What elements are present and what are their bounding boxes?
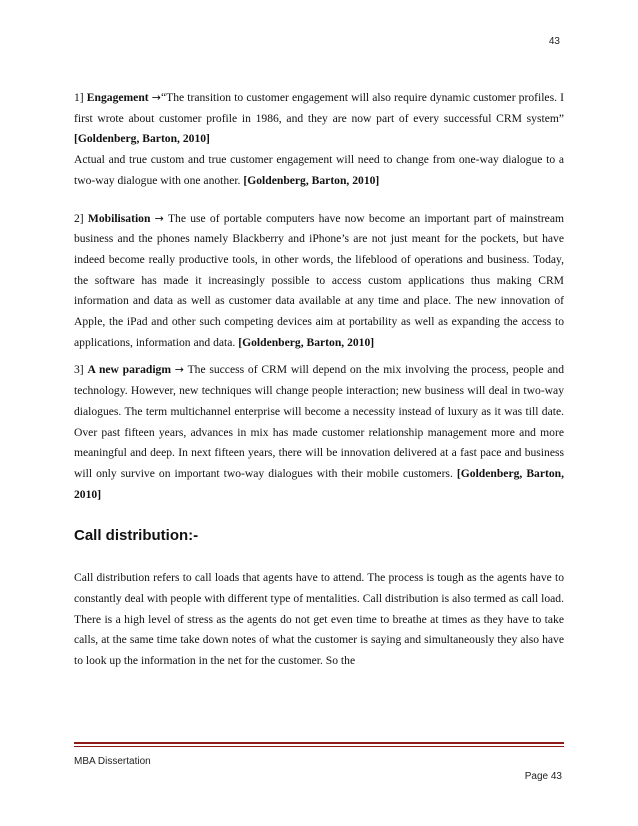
paragraph-text: Call distribution refers to call loads that agents have to attend. The process is tough as the agents have to constantly deal with people with different type of mentalities. Call distribution is also termed as call load. There is a high level of stress as the agents do not get even time to breathe at times as they have to take calls, at the same time take down notes of what the customer is saying and simultaneously they also have to look up the information in the net for the customer. So the <box>74 571 564 668</box>
term-new-paradigm: A new paradigm <box>87 363 171 377</box>
citation: [Goldenberg, Barton, 2010] <box>238 335 375 349</box>
term-mobilisation: Mobilisation <box>87 211 151 225</box>
citation: [Goldenberg, Barton, 2010] <box>74 466 565 501</box>
body-text <box>74 88 564 672</box>
citation: [Goldenberg, Barton, 2010] <box>74 132 210 146</box>
citation: [Goldenberg, Barton, 2010] <box>243 173 380 187</box>
term-engagement: Engagement <box>86 91 149 104</box>
item-number: 1] <box>74 91 84 104</box>
paragraph-new-paradigm <box>74 360 564 505</box>
item-number: 3] <box>74 363 84 377</box>
paragraph-engagement-cont <box>74 150 564 191</box>
paragraph-mobilisation <box>74 209 564 354</box>
paragraph-text: “The transition to customer engagement will also require dynamic customer profiles. I first wrote about customer profile in 1986, and they are now part of every successful CRM system” <box>74 91 564 125</box>
footer-page-number: Page 43 <box>524 771 562 782</box>
paragraph-engagement <box>74 88 564 150</box>
header-page-number: 43 <box>548 36 560 47</box>
paragraph-text: The success of CRM will depend on the mix involving the process, people and technology. However, new techniques will change people interaction; new business will deal in two-way dialogues. The term multichannel enterprise will become a necessity instead of luxury as it was till date. Over past fifteen years, advances in mix has made customer relationship management more and more meaningful and deep. In next fifteen years, there will be innovation delivered at a fast pace and business will only survive on important two-way dialogues with their mobile customers. <box>74 363 564 480</box>
footer-title: MBA Dissertation <box>74 756 151 767</box>
paragraph-text: The use of portable computers have now become an important part of mainstream business and the phones namely Blackberry and iPhone’s are not just meant for the pockets, but have indeed become really productive tools, in other words, the lifeblood of operations and business. Today, the software has made it increasingly possible to access custom applications thus making CRM information and data as well as customer data available at any time and place. The new innovation of Apple, the iPad and other such competing devices aim at portability as well as expanding the access to applications, information and data. <box>74 211 564 349</box>
arrow-icon: → <box>174 363 184 377</box>
section-heading: Call distribution:- <box>74 527 199 545</box>
paragraph-call-distribution <box>74 568 564 672</box>
item-number: 2] <box>74 211 84 225</box>
arrow-icon: → <box>151 91 161 104</box>
footer-divider <box>74 742 564 744</box>
footer-divider-thin <box>74 746 564 747</box>
paragraph-text: Actual and true custom and true customer engagement will need to change from one-way dialogue to a two-way dialogue with one another. <box>74 153 564 187</box>
arrow-icon: → <box>154 211 164 225</box>
